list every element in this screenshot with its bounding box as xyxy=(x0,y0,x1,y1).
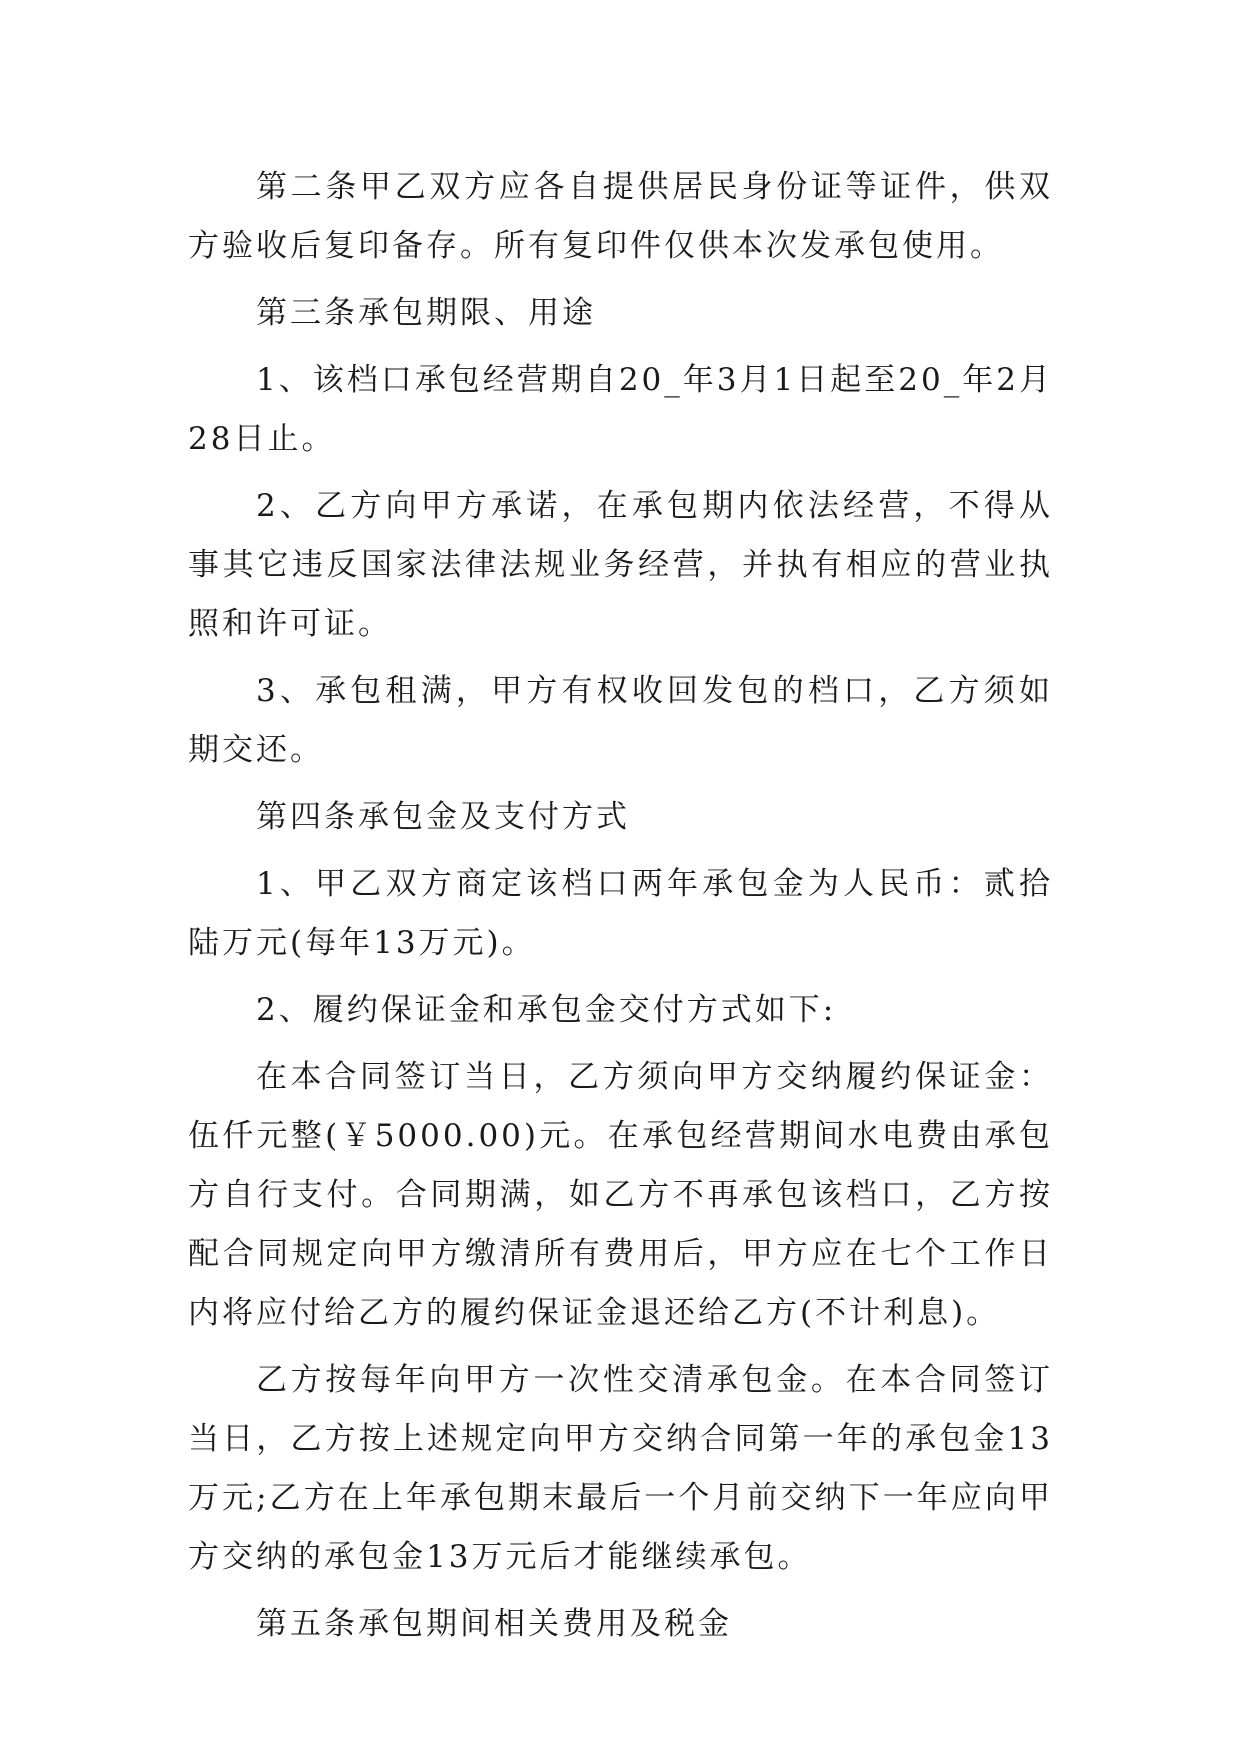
document-body xyxy=(188,158,1053,1654)
paragraph-article-4-item-2: 2、履约保证金和承包金交付方式如下: xyxy=(256,992,837,1028)
paragraph-article-2: 第二条甲乙双方应各自提供居民身份证等证件，供双方验收后复印备存。所有复印件仅供本次发承包使用。 xyxy=(188,169,1053,264)
paragraph-payment-terms: 乙方按每年向甲方一次性交清承包金。在本合同签订当日，乙方按上述规定向甲方交纳合同第一年的承包金13万元;乙方在上年承包期末最后一个月前交纳下一年应向甲方交纳的承包金13万元后才能继续承包。 xyxy=(188,1362,1053,1575)
paragraph-deposit-terms: 在本合同签订当日，乙方须向甲方交纳履约保证金：伍仟元整(￥5000.00)元。在承包经营期间水电费由承包方自行支付。合同期满，如乙方不再承包该档口，乙方按配合同规定向甲方缴清所有费用后，甲方应在七个工作日内将应付给乙方的履约保证金退还给乙方(不计利息)。 xyxy=(188,1059,1053,1331)
paragraph-article-4-heading: 第四条承包金及支付方式 xyxy=(256,799,630,835)
paragraph-article-4-item-1: 1、甲乙双方商定该档口两年承包金为人民币：贰拾陆万元(每年13万元)。 xyxy=(188,866,1053,961)
paragraph-article-3-item-3: 3、承包租满，甲方有权收回发包的档口，乙方须如期交还。 xyxy=(188,673,1053,768)
paragraph-article-3-item-2: 2、乙方向甲方承诺，在承包期内依法经营，不得从事其它违反国家法律法规业务经营，并执有相应的营业执照和许可证。 xyxy=(188,488,1053,642)
paragraph-article-3-item-1: 1、该档口承包经营期自20_年3月1日起至20_年2月28日止。 xyxy=(188,362,1053,457)
paragraph-article-5-heading: 第五条承包期间相关费用及税金 xyxy=(256,1606,732,1642)
paragraph-article-3-heading: 第三条承包期限、用途 xyxy=(256,295,596,331)
